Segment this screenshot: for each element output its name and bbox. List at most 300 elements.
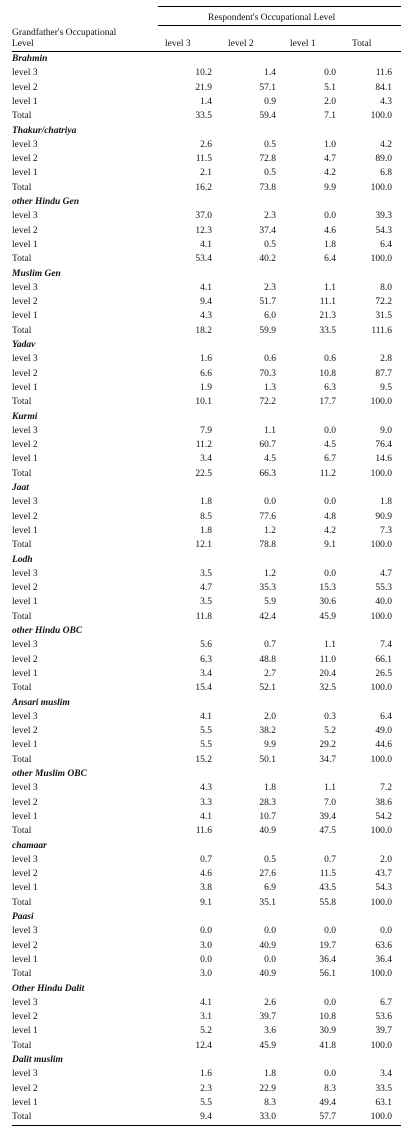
table-cell: 3.6 [264, 1026, 276, 1037]
table-cell: 4.6 [324, 225, 336, 236]
table-cell: 100.0 [370, 826, 392, 837]
table-cell: 0.0 [324, 997, 336, 1008]
table-cell: 4.7 [324, 154, 336, 165]
group-title: Jaat [12, 483, 29, 493]
table-cell: 26.5 [375, 668, 392, 679]
table-cell: 20.4 [319, 668, 336, 679]
table-cell: 100.0 [370, 1040, 392, 1051]
row-label: level 3 [12, 997, 38, 1008]
table-cell: 5.1 [324, 82, 336, 93]
table-cell: 1.8 [200, 525, 212, 536]
table-cell: 4.8 [324, 511, 336, 522]
table-cell: 39.4 [319, 811, 336, 822]
table-cell: 66.3 [259, 468, 276, 479]
row-label: level 1 [12, 454, 38, 465]
table-cell: 59.4 [259, 111, 276, 122]
table-cell: 0.0 [324, 1069, 336, 1080]
table-cell: 1.1 [264, 425, 276, 436]
group-title: chamaar [12, 840, 47, 851]
row-label: level 3 [12, 1069, 38, 1080]
table-cell: 0.5 [264, 239, 276, 250]
table-cell: 11.2 [195, 440, 212, 451]
table-cell: 56.1 [319, 969, 336, 980]
row-label: level 1 [12, 811, 38, 822]
row-label: level 3 [12, 497, 38, 508]
table-cell: 4.5 [264, 454, 276, 465]
row-label: Total [12, 111, 32, 122]
table-cell: 60.7 [259, 440, 276, 451]
table-cell: 12.1 [195, 540, 212, 551]
table-cell: 1.9 [200, 382, 212, 393]
table-cell: 40.2 [259, 254, 276, 265]
table-cell: 87.7 [375, 368, 392, 379]
table-cell: 6.9 [264, 883, 276, 894]
table-cell: 4.5 [324, 440, 336, 451]
table-cell: 29.2 [319, 740, 336, 751]
table-cell: 72.8 [259, 154, 276, 165]
table-cell: 7.0 [324, 797, 336, 808]
table-cell: 40.9 [259, 826, 276, 837]
table-cell: 6.4 [380, 239, 392, 250]
table-cell: 16.2 [195, 182, 212, 193]
table-cell: 22.9 [259, 1083, 276, 1094]
respondent-header: Respondent's Occupational Level [208, 13, 336, 23]
table-cell: 6.3 [200, 654, 212, 665]
row-label: level 1 [12, 597, 38, 608]
table-cell: 54.3 [375, 225, 392, 236]
table-cell: 4.6 [200, 869, 212, 880]
grandfather-header-line2: Level [12, 39, 34, 49]
table-cell: 0.9 [264, 96, 276, 107]
table-cell: 11.5 [319, 869, 336, 880]
table-cell: 11.1 [319, 297, 336, 308]
table-cell: 89.0 [375, 154, 392, 165]
table-cell: 57.7 [319, 1112, 336, 1123]
table-cell: 19.7 [319, 940, 336, 951]
table-cell: 10.8 [319, 368, 336, 379]
row-label: level 3 [12, 854, 38, 865]
row-label: level 1 [12, 96, 38, 107]
table-cell: 77.6 [259, 511, 276, 522]
row-label: level 3 [12, 68, 38, 79]
table-cell: 38.2 [259, 726, 276, 737]
table-cell: 73.8 [259, 182, 276, 193]
table-cell: 15.4 [195, 683, 212, 694]
row-label: level 1 [12, 883, 38, 894]
table-cell: 4.3 [200, 311, 212, 322]
table-cell: 4.7 [200, 583, 212, 594]
group-title: Muslim Gen [12, 268, 61, 279]
table-cell: 100.0 [370, 111, 392, 122]
table-cell: 6.7 [324, 454, 336, 465]
row-label: level 2 [12, 869, 38, 880]
table-cell: 35.1 [259, 897, 276, 908]
table-cell: 2.8 [380, 354, 392, 365]
table-cell: 27.6 [259, 869, 276, 880]
table-cell: 100.0 [370, 540, 392, 551]
table-cell: 100.0 [370, 468, 392, 479]
row-label: level 3 [12, 425, 38, 436]
table-cell: 3.8 [200, 883, 212, 894]
table-cell: 50.1 [259, 754, 276, 765]
table-cell: 100.0 [370, 969, 392, 980]
table-cell: 0.6 [264, 354, 276, 365]
table-cell: 111.6 [371, 325, 392, 336]
row-label: level 1 [12, 382, 38, 393]
table-cell: 0.7 [324, 854, 336, 865]
top-rule [158, 6, 401, 7]
row-label: level 2 [12, 1012, 38, 1023]
table-cell: 4.2 [324, 168, 336, 179]
row-label: level 3 [12, 640, 38, 651]
group-title: Kurmi [12, 411, 38, 422]
table-cell: 5.5 [200, 726, 212, 737]
row-label: level 2 [12, 583, 38, 594]
table-cell: 1.8 [264, 783, 276, 794]
row-label: level 2 [12, 940, 38, 951]
table-cell: 4.3 [200, 783, 212, 794]
table-cell: 6.6 [200, 368, 212, 379]
table-cell: 45.9 [319, 611, 336, 622]
row-label: Total [12, 468, 32, 479]
table-cell: 15.3 [319, 583, 336, 594]
table-cell: 3.5 [200, 568, 212, 579]
column-header-level3: level 3 [165, 39, 191, 49]
row-label: level 1 [12, 740, 38, 751]
table-cell: 36.4 [375, 954, 392, 965]
row-label: Total [12, 897, 32, 908]
table-cell: 2.0 [264, 711, 276, 722]
table-cell: 0.0 [324, 926, 336, 937]
table-cell: 1.4 [200, 96, 212, 107]
table-cell: 8.3 [264, 1097, 276, 1108]
table-cell: 9.1 [200, 897, 212, 908]
grandfather-header-line1: Grandfather's Occupational [12, 28, 117, 38]
table-cell: 33.0 [259, 1112, 276, 1123]
table-cell: 38.6 [375, 797, 392, 808]
table-cell: 57.1 [259, 82, 276, 93]
table-cell: 55.8 [319, 897, 336, 908]
table-cell: 0.0 [324, 568, 336, 579]
table-cell: 0.5 [264, 854, 276, 865]
row-label: level 2 [12, 368, 38, 379]
row-label: level 1 [12, 525, 38, 536]
table-cell: 3.0 [200, 969, 212, 980]
table-cell: 1.8 [380, 497, 392, 508]
table-cell: 9.4 [200, 1112, 212, 1123]
table-cell: 9.5 [380, 382, 392, 393]
table-cell: 40.9 [259, 940, 276, 951]
table-cell: 3.4 [200, 454, 212, 465]
row-label: level 1 [12, 954, 38, 965]
table-cell: 4.3 [380, 96, 392, 107]
row-label: level 2 [12, 797, 38, 808]
table-cell: 0.0 [324, 497, 336, 508]
table-cell: 21.9 [195, 82, 212, 93]
table-cell: 12.3 [195, 225, 212, 236]
table-cell: 3.4 [380, 1069, 392, 1080]
table-cell: 47.5 [319, 826, 336, 837]
table-cell: 2.3 [200, 1083, 212, 1094]
table-cell: 2.6 [200, 139, 212, 150]
row-label: level 2 [12, 225, 38, 236]
column-header-level1: level 1 [290, 39, 316, 49]
table-cell: 8.0 [380, 282, 392, 293]
row-label: Total [12, 182, 32, 193]
table-cell: 1.1 [324, 282, 336, 293]
table-cell: 2.3 [264, 282, 276, 293]
table-cell: 11.6 [375, 68, 392, 79]
table-cell: 30.6 [319, 597, 336, 608]
table-cell: 6.7 [380, 997, 392, 1008]
table-cell: 4.1 [200, 997, 212, 1008]
table-cell: 9.9 [264, 740, 276, 751]
table-cell: 0.0 [324, 211, 336, 222]
table-cell: 4.1 [200, 282, 212, 293]
table-cell: 5.6 [200, 640, 212, 651]
table-cell: 53.4 [195, 254, 212, 265]
row-label: level 3 [12, 926, 38, 937]
row-label: Total [12, 1040, 32, 1051]
table-cell: 3.0 [200, 940, 212, 951]
table-cell: 10.2 [195, 68, 212, 79]
row-label: level 3 [12, 711, 38, 722]
table-cell: 8.3 [324, 1083, 336, 1094]
row-label: Total [12, 969, 32, 980]
row-label: level 2 [12, 726, 38, 737]
table-cell: 100.0 [370, 182, 392, 193]
table-cell: 0.0 [264, 497, 276, 508]
table-cell: 11.5 [195, 154, 212, 165]
table-cell: 45.9 [259, 1040, 276, 1051]
table-cell: 0.0 [380, 926, 392, 937]
table-cell: 4.2 [324, 525, 336, 536]
table-cell: 2.0 [324, 96, 336, 107]
table-cell: 72.2 [375, 297, 392, 308]
table-cell: 76.4 [375, 440, 392, 451]
table-cell: 33.5 [195, 111, 212, 122]
table-cell: 100.0 [370, 897, 392, 908]
table-cell: 100.0 [370, 683, 392, 694]
table-cell: 14.6 [375, 454, 392, 465]
table-cell: 90.9 [375, 511, 392, 522]
row-label: Total [12, 683, 32, 694]
table-cell: 1.8 [324, 239, 336, 250]
table-cell: 53.6 [375, 1012, 392, 1023]
group-title: Ansari muslim [12, 697, 70, 708]
table-cell: 10.1 [195, 397, 212, 408]
row-label: level 2 [12, 154, 38, 165]
table-cell: 22.5 [195, 468, 212, 479]
table-cell: 43.7 [375, 869, 392, 880]
table-cell: 36.4 [319, 954, 336, 965]
row-label: level 1 [12, 1097, 38, 1108]
table-cell: 6.8 [380, 168, 392, 179]
header-underline [158, 25, 401, 26]
table-cell: 37.0 [195, 211, 212, 222]
table-cell: 1.0 [324, 139, 336, 150]
table-cell: 11.6 [195, 826, 212, 837]
group-title: Thakur/chatriya [12, 125, 77, 136]
table-cell: 6.0 [264, 311, 276, 322]
table-cell: 9.0 [380, 425, 392, 436]
table-cell: 30.9 [319, 1026, 336, 1037]
table-cell: 100.0 [370, 254, 392, 265]
table-cell: 0.7 [264, 640, 276, 651]
table-cell: 40.9 [259, 969, 276, 980]
table-cell: 54.3 [375, 883, 392, 894]
table-cell: 9.4 [200, 297, 212, 308]
table-cell: 0.3 [324, 711, 336, 722]
table-cell: 2.7 [264, 668, 276, 679]
table-cell: 72.2 [259, 397, 276, 408]
group-title: Paasi [12, 912, 34, 922]
table-cell: 6.3 [324, 382, 336, 393]
table-cell: 3.5 [200, 597, 212, 608]
row-label: level 2 [12, 82, 38, 93]
table-cell: 2.0 [380, 854, 392, 865]
table-cell: 0.5 [264, 139, 276, 150]
table-cell: 15.2 [195, 754, 212, 765]
row-label: level 3 [12, 354, 38, 365]
row-label: level 1 [12, 1026, 38, 1037]
table-cell: 35.3 [259, 583, 276, 594]
table-cell: 17.7 [319, 397, 336, 408]
row-label: level 2 [12, 511, 38, 522]
table-cell: 9.1 [324, 540, 336, 551]
table-cell: 40.0 [375, 597, 392, 608]
row-label: level 2 [12, 1083, 38, 1094]
table-cell: 3.1 [200, 1012, 212, 1023]
table-cell: 11.2 [319, 468, 336, 479]
table-cell: 1.6 [200, 1069, 212, 1080]
table-cell: 0.0 [200, 926, 212, 937]
row-label: level 3 [12, 211, 38, 222]
table-cell: 7.3 [380, 525, 392, 536]
row-label: Total [12, 1112, 32, 1123]
table-cell: 12.4 [195, 1040, 212, 1051]
table-cell: 4.7 [380, 568, 392, 579]
row-label: Total [12, 826, 32, 837]
column-header-level2: level 2 [228, 39, 254, 49]
table-cell: 0.6 [324, 354, 336, 365]
table-cell: 1.6 [200, 354, 212, 365]
column-header-total: Total [352, 39, 372, 49]
group-title: Brahmin [12, 54, 48, 64]
table-cell: 37.4 [259, 225, 276, 236]
table-cell: 10.7 [259, 811, 276, 822]
table-cell: 7.4 [380, 640, 392, 651]
table-cell: 9.9 [324, 182, 336, 193]
table-cell: 1.2 [264, 568, 276, 579]
table-cell: 5.5 [200, 740, 212, 751]
row-label: level 1 [12, 239, 38, 250]
table-cell: 21.3 [319, 311, 336, 322]
table-cell: 70.3 [259, 368, 276, 379]
table-cell: 39.3 [375, 211, 392, 222]
table-cell: 3.4 [200, 668, 212, 679]
row-label: level 2 [12, 440, 38, 451]
table-cell: 41.8 [319, 1040, 336, 1051]
table-cell: 0.0 [264, 954, 276, 965]
table-cell: 1.8 [200, 497, 212, 508]
table-cell: 0.7 [200, 854, 212, 865]
bottom-rule [12, 1125, 401, 1126]
row-label: level 1 [12, 311, 38, 322]
table-cell: 0.0 [264, 926, 276, 937]
table-cell: 11.8 [195, 611, 212, 622]
table-cell: 0.0 [200, 954, 212, 965]
group-title: other Hindu OBC [12, 626, 83, 636]
table-cell: 7.9 [200, 425, 212, 436]
table-cell: 5.9 [264, 597, 276, 608]
table-cell: 1.3 [264, 382, 276, 393]
table-cell: 59.9 [259, 325, 276, 336]
table-cell: 1.4 [264, 68, 276, 79]
row-label: Total [12, 540, 32, 551]
table-cell: 4.1 [200, 811, 212, 822]
table-cell: 1.2 [264, 525, 276, 536]
table-cell: 52.1 [259, 683, 276, 694]
table-cell: 42.4 [259, 611, 276, 622]
table-cell: 7.2 [380, 783, 392, 794]
row-label: Total [12, 754, 32, 765]
row-label: Total [12, 254, 32, 265]
group-title: Other Hindu Dalit [12, 983, 85, 994]
table-cell: 4.1 [200, 239, 212, 250]
table-cell: 100.0 [370, 611, 392, 622]
row-label: level 3 [12, 282, 38, 293]
table-cell: 43.5 [319, 883, 336, 894]
table-cell: 39.7 [259, 1012, 276, 1023]
table-cell: 66.1 [375, 654, 392, 665]
table-cell: 54.2 [375, 811, 392, 822]
row-label: level 2 [12, 297, 38, 308]
table-cell: 4.2 [380, 139, 392, 150]
table-cell: 51.7 [259, 297, 276, 308]
group-title: Yadav [12, 340, 36, 350]
row-label: level 3 [12, 783, 38, 794]
table-cell: 7.1 [324, 111, 336, 122]
table-cell: 32.5 [319, 683, 336, 694]
table-cell: 63.1 [375, 1097, 392, 1108]
table-cell: 100.0 [370, 397, 392, 408]
table-cell: 2.6 [264, 997, 276, 1008]
table-cell: 39.7 [375, 1026, 392, 1037]
table-cell: 11.0 [319, 654, 336, 665]
row-label: level 3 [12, 568, 38, 579]
table-cell: 0.0 [324, 68, 336, 79]
table-cell: 6.4 [324, 254, 336, 265]
table-cell: 8.5 [200, 511, 212, 522]
row-label: level 3 [12, 139, 38, 150]
row-label: level 1 [12, 668, 38, 679]
table-cell: 4.1 [200, 711, 212, 722]
group-title: Dalit muslim [12, 1055, 63, 1065]
table-cell: 100.0 [370, 754, 392, 765]
table-cell: 1.1 [324, 783, 336, 794]
row-label: level 2 [12, 654, 38, 665]
table-cell: 48.8 [259, 654, 276, 665]
table-cell: 78.8 [259, 540, 276, 551]
row-label: Total [12, 325, 32, 336]
table-cell: 31.5 [375, 311, 392, 322]
table-cell: 5.2 [324, 726, 336, 737]
group-title: other Hindu Gen [12, 197, 80, 207]
table-cell: 18.2 [195, 325, 212, 336]
table-cell: 28.3 [259, 797, 276, 808]
group-title: Lodh [12, 554, 33, 565]
